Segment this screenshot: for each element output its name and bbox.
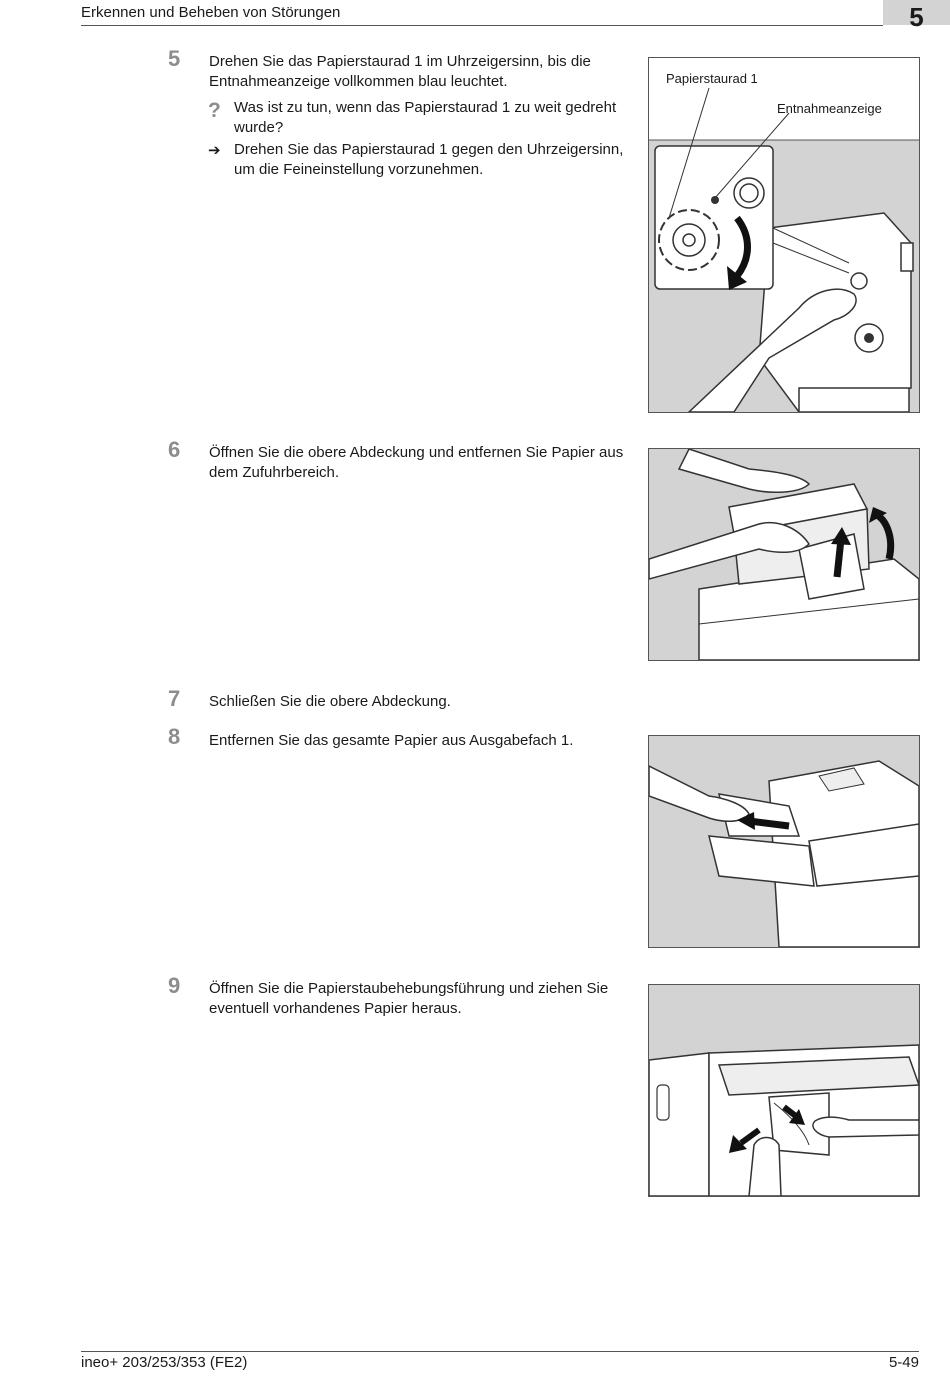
step-6-text: Öffnen Sie die obere Abdeckung und entfernen Sie Papier aus dem Zufuhrbereich. xyxy=(209,444,624,481)
header-divider xyxy=(81,25,883,26)
figure-step-9 xyxy=(648,984,920,1197)
open-cover-illustration xyxy=(649,449,919,660)
step-number-7: 7 xyxy=(168,686,181,711)
step-number-5: 5 xyxy=(168,46,181,71)
chapter-number-tab: 5 xyxy=(883,0,950,25)
figure-step-8 xyxy=(648,735,920,948)
step-8-text: Entfernen Sie das gesamte Papier aus Ausgabefach 1. xyxy=(209,732,574,749)
footer-divider xyxy=(81,1351,919,1352)
step-7-text: Schließen Sie die obere Abdeckung. xyxy=(209,693,451,710)
step-9-text: Öffnen Sie die Papierstaubehebungsführung und ziehen Sie eventuell vorhandenes Papier heraus. xyxy=(209,980,609,1017)
page-header-title: Erkennen und Beheben von Störungen xyxy=(81,4,341,21)
step-number-6: 6 xyxy=(168,437,181,462)
question-icon: ? xyxy=(208,99,221,122)
step-number-9: 9 xyxy=(168,973,181,998)
step-5-question: Was ist zu tun, wenn das Papierstaurad 1 zu weit gedreht wurde? xyxy=(234,99,617,136)
step-number-8: 8 xyxy=(168,724,181,749)
indicator-callout-label: Entnahmeanzeige xyxy=(777,101,882,116)
figure-step-5 xyxy=(648,57,920,413)
step-5-answer: Drehen Sie das Papierstaurad 1 gegen den Uhrzeigersinn, um die Feineinstellung vorzunehmen. xyxy=(234,141,624,178)
figure-step-6 xyxy=(648,448,920,661)
step-5-text: Drehen Sie das Papierstaurad 1 im Uhrzeigersinn, bis die Entnahmeanzeige vollkommen blau leuchtet. xyxy=(209,53,591,90)
wheel-callout-label: Papierstaurad 1 xyxy=(666,71,758,86)
footer-page-number: 5-49 xyxy=(888,1354,919,1371)
arrow-right-icon: ➔ xyxy=(208,142,221,159)
footer-model: ineo+ 203/253/353 (FE2) xyxy=(81,1354,248,1371)
jam-guide-illustration xyxy=(649,985,919,1196)
output-tray-illustration xyxy=(649,736,919,947)
